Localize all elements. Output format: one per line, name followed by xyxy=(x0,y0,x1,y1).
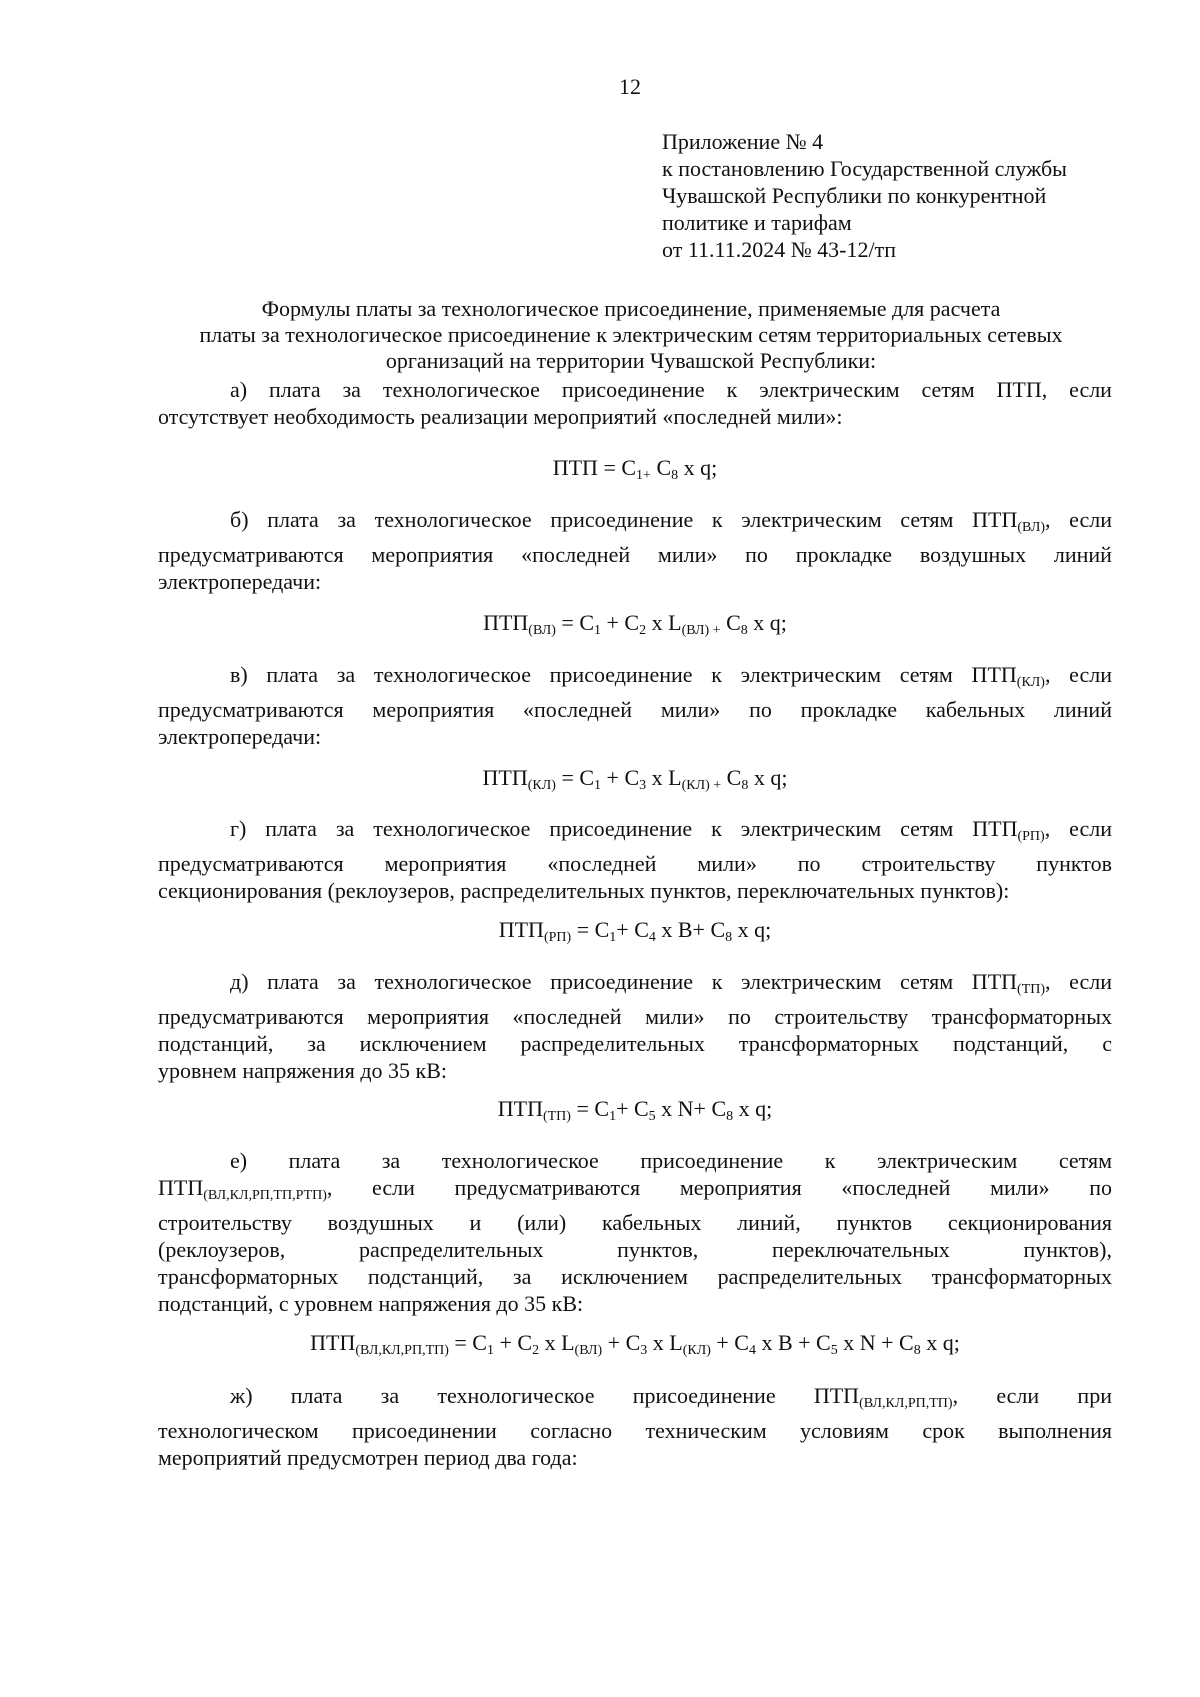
item-a-line-1: а) плата за технологическое присоединение к электрическим сетям ПТП, если xyxy=(230,377,1112,402)
item-zh-line-2: технологическом присоединении согласно техническим условиям срок выполнения xyxy=(158,1418,1112,1443)
title-line: организаций на территории Чувашской Республики: xyxy=(385,348,877,373)
formula-a: ПТП = $С_{1+}$ $С_8$ х q; xyxy=(552,455,718,483)
title-line: платы за технологическое присоединение к электрическим сетям территориальных сетевых xyxy=(199,322,1063,347)
item-b-line-1: б) плата за технологическое присоединение к электрическим сетям $ПТП_{(ВЛ)}$, если xyxy=(230,507,1112,535)
item-e-paragraph xyxy=(158,1147,1112,1317)
item-a-paragraph xyxy=(158,376,1112,430)
item-zh-line-1: ж) плата за технологическое присоединение $ПТП_{(ВЛ,КЛ,РП,ТП)}$, если при xyxy=(230,1383,1112,1411)
title-line: Формулы платы за технологическое присоединение, применяемые для расчета xyxy=(261,296,1001,321)
item-g-line-2: предусматриваются мероприятия «последней мили» по строительству пунктов xyxy=(158,851,1112,876)
item-zh-paragraph xyxy=(158,1382,1112,1471)
page-number: 12 xyxy=(619,74,641,99)
item-v-line-1: в) плата за технологическое присоединение к электрическим сетям $ПТП_{(КЛ)}$, если xyxy=(230,662,1112,690)
item-d-line-2: предусматриваются мероприятия «последней мили» по строительству трансформаторных xyxy=(158,1004,1112,1029)
formula-v: $ПТП_{(КЛ)} = С_1 + С_3$ х $L_{(КЛ) +}$ $С_8$ х q; xyxy=(482,765,788,793)
item-b-paragraph xyxy=(158,506,1112,595)
item-d-line-3: подстанций, за исключением распределительных трансформаторных подстанций, с xyxy=(158,1031,1112,1056)
item-d-line-1: д) плата за технологическое присоединение к электрическим сетям $ПТП_{(ТП)}$, если xyxy=(230,969,1112,997)
item-zh-line-3: мероприятий предусмотрен период два года: xyxy=(158,1445,578,1470)
item-v-paragraph xyxy=(158,661,1112,750)
item-a-line-2: отсутствует необходимость реализации мероприятий «последней мили»: xyxy=(158,404,843,429)
appendix-line: Чувашской Республики по конкурентной xyxy=(662,183,1047,208)
item-e-line-5: трансформаторных подстанций, за исключением распределительных трансформаторных xyxy=(158,1264,1112,1289)
item-b-line-3: электропередачи: xyxy=(158,569,322,594)
formula-g: $ПТП_{(РП)} = С_1+ С_4$ х $В+ С_8$ х q; xyxy=(498,917,772,945)
formula-e: $ПТП_{(ВЛ,КЛ,РП,ТП)} = С_1 + С_2$ х $L_{(ВЛ)} + С_3$ х $L_{(КЛ)} + С_4$ х $В + С_5$ х $N + С_8$ х q; xyxy=(310,1330,960,1358)
item-e-line-2: $ПТП_{(ВЛ,КЛ,РП,ТП,РТП)}$, если предусматриваются мероприятия «последней мили» по xyxy=(158,1175,1112,1203)
item-e-line-6: подстанций, с уровнем напряжения до 35 кВ: xyxy=(158,1291,584,1316)
formula-b: $ПТП_{(ВЛ)} = С_1 + С_2$ х $L_{(ВЛ) +}$ $С_8$ х q; xyxy=(483,610,787,638)
appendix-line: от 11.11.2024 № 43-12/тп xyxy=(662,237,897,262)
appendix-line: к постановлению Государственной службы xyxy=(662,156,1067,181)
appendix-line: политике и тарифам xyxy=(662,210,852,235)
item-e-line-1: е) плата за технологическое присоединение к электрическим сетям xyxy=(230,1148,1112,1173)
item-b-line-2: предусматриваются мероприятия «последней мили» по прокладке воздушных линий xyxy=(158,542,1112,567)
item-v-line-3: электропередачи: xyxy=(158,724,322,749)
item-e-line-3: строительству воздушных и (или) кабельных линий, пунктов секционирования xyxy=(158,1210,1112,1235)
item-e-line-4: (реклоузеров, распределительных пунктов, переключательных пунктов), xyxy=(158,1237,1112,1262)
item-g-paragraph xyxy=(158,815,1112,904)
item-d-paragraph xyxy=(158,968,1112,1084)
appendix-line: Приложение № 4 xyxy=(662,129,824,154)
formula-d: $ПТП_{(ТП)} = С_1+ С_5$ х $N+ С_8$ х q; xyxy=(497,1096,773,1124)
item-v-line-2: предусматриваются мероприятия «последней мили» по прокладке кабельных линий xyxy=(158,697,1112,722)
item-g-line-1: г) плата за технологическое присоединение к электрическим сетям $ПТП_{(РП)}$, если xyxy=(230,816,1112,844)
item-g-line-3: секционирования (реклоузеров, распределительных пунктов, переключательных пунктов): xyxy=(158,878,1010,903)
appendix-header xyxy=(662,128,1067,263)
item-d-line-4: уровнем напряжения до 35 кВ: xyxy=(158,1058,447,1083)
document-title xyxy=(150,296,1112,374)
